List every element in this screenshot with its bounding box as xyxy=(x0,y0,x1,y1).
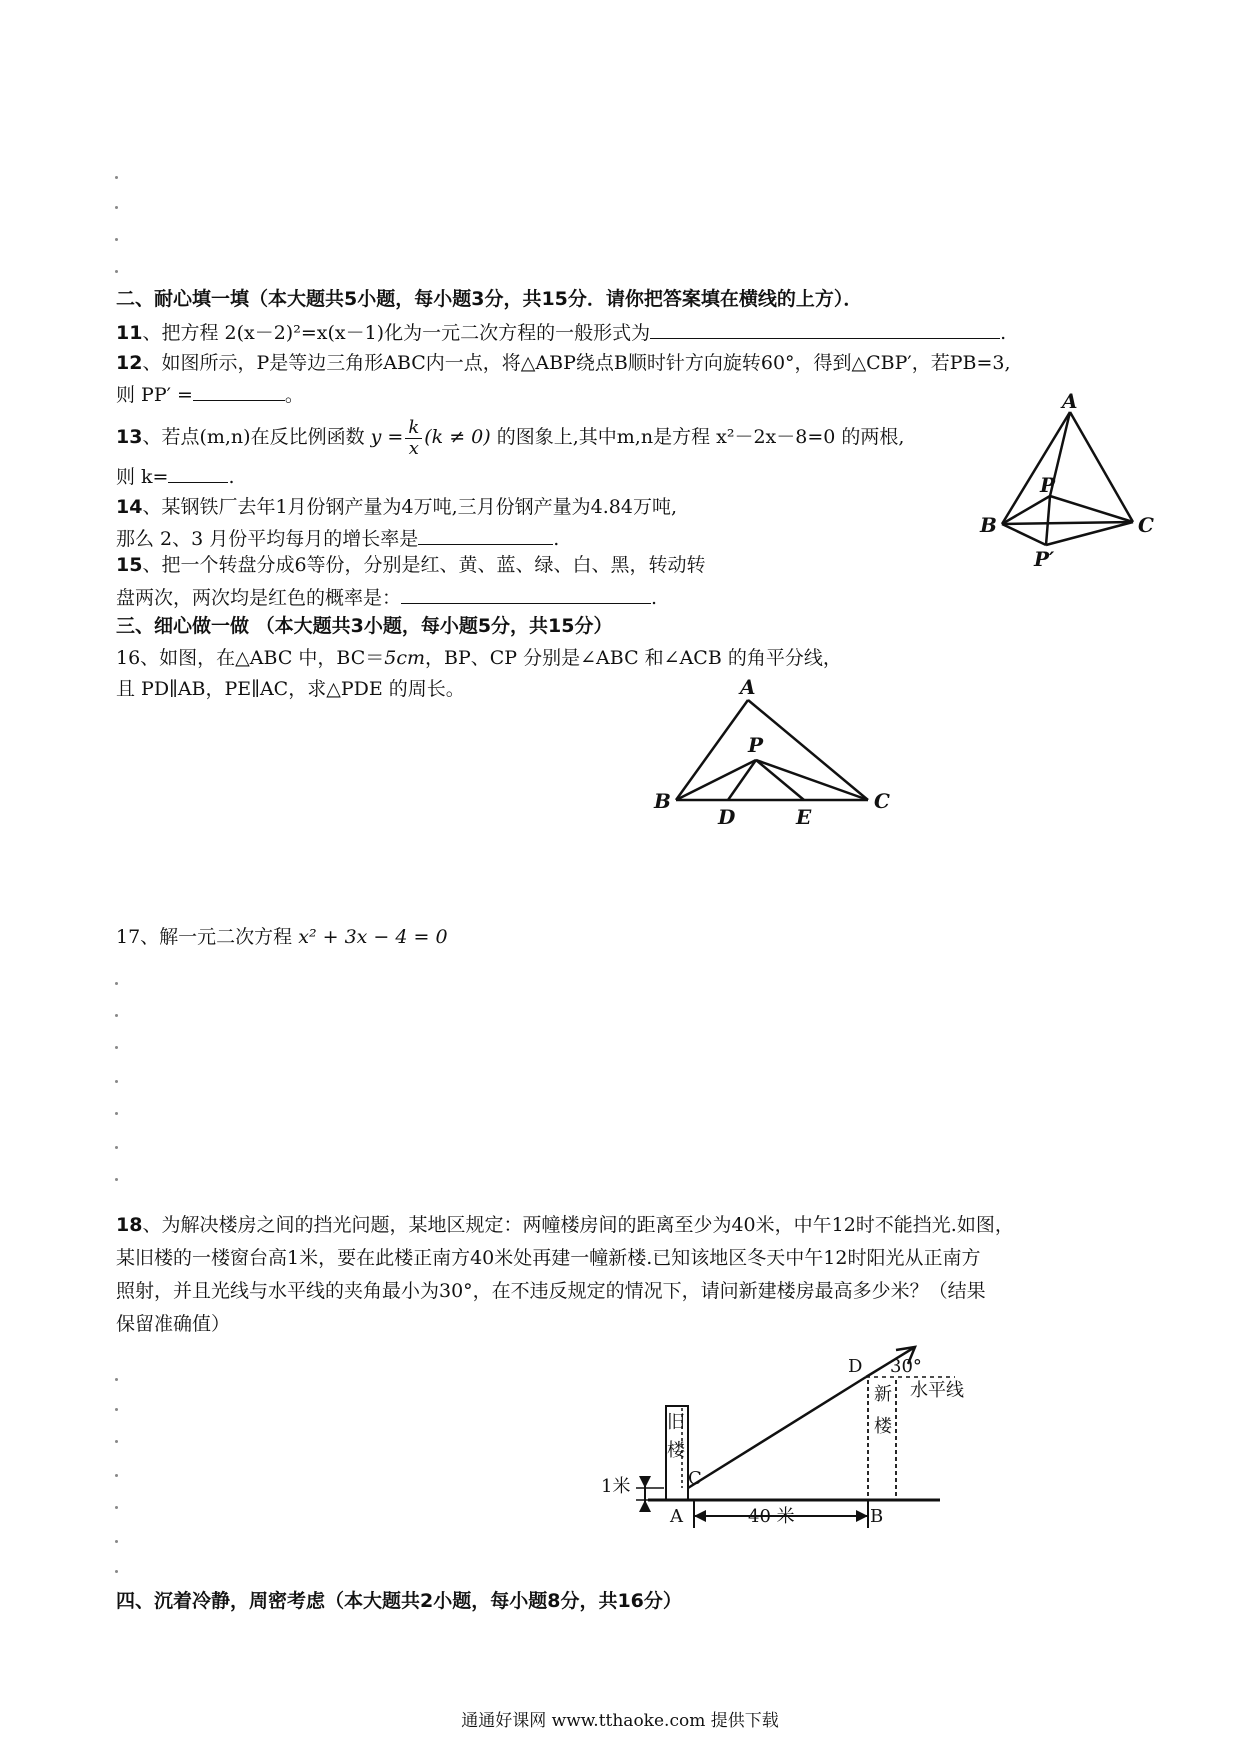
label-e: E xyxy=(796,805,812,829)
question-end: 。 xyxy=(284,384,304,406)
function-y: y = xyxy=(370,426,404,448)
label-p: P xyxy=(748,733,764,757)
bc-value: 5cm xyxy=(384,647,426,669)
label-a: A xyxy=(670,1506,683,1527)
height-arrow-up xyxy=(639,1500,651,1512)
label-c: C xyxy=(1138,513,1154,537)
question-text: 、如图所示，P是等边三角形ABC内一点，将△ABP绕点B顺时针方向旋转60°，得到△CBP′，若PB=3, xyxy=(142,352,1011,374)
section2-heading: 二、耐心填一填（本大题共5小题，每小题3分，共15分．请你把答案填在横线的上方）． xyxy=(116,288,863,310)
label-new-1: 新 xyxy=(874,1384,892,1405)
question-number: 13 xyxy=(116,426,143,448)
label-c: C xyxy=(688,1468,702,1489)
question-text: 、某钢铁厂去年1月份钢产量为4万吨,三月份钢产量为4.84万吨, xyxy=(142,496,678,518)
label-d: D xyxy=(848,1356,863,1377)
label-b: B xyxy=(870,1506,884,1527)
question-text: 则 k= xyxy=(116,466,169,488)
question-18-line3: 照射，并且光线与水平线的夹角最小为30°，在不违反规定的情况下，请问新建楼房最高多少米？（结果 xyxy=(116,1280,986,1302)
question-18-line2: 某旧楼的一楼窗台高1米，要在此楼正南方40米处再建一幢新楼.已知该地区冬天中午12时阳光从正南方 xyxy=(116,1247,981,1269)
label-old-1: 旧 xyxy=(667,1412,685,1433)
label-new-2: 楼 xyxy=(874,1416,892,1437)
arrowhead-right xyxy=(856,1510,868,1522)
question-text: 的图象上,其中m,n是方程 x²－2x－8=0 的两根, xyxy=(496,426,905,448)
label-d: D xyxy=(718,805,736,829)
label-height: 1米 xyxy=(601,1476,631,1497)
question-text: 且 PD∥AB，PE∥AC，求△PDE 的周长。 xyxy=(116,678,465,700)
label-old-2: 楼 xyxy=(667,1440,685,1461)
question-text: 、把一个转盘分成6等份，分别是红、黄、蓝、绿、白、黑，转动转 xyxy=(142,554,706,576)
question-text: ，BP、CP 分别是∠ABC 和∠ACB 的角平分线， xyxy=(425,647,842,669)
section3-heading: 三、细心做一做 （本大题共3小题，每小题5分，共15分） xyxy=(116,615,613,637)
condition: (k ≠ 0) xyxy=(424,426,491,448)
fraction-numerator: k xyxy=(405,418,422,439)
question-end: . xyxy=(1000,322,1007,344)
footer: 通通好课网 www.tthaoke.com 提供下载 xyxy=(461,1711,779,1731)
section4-heading: 四、沉着冷静，周密考虑（本大题共2小题，每小题8分，共16分） xyxy=(116,1590,682,1612)
label-p-prime: P′ xyxy=(1034,547,1055,571)
label-distance: 40 米 xyxy=(748,1506,795,1527)
sun-ray xyxy=(688,1377,866,1488)
fraction-denominator: x xyxy=(408,437,419,459)
question-text: 那么 2、3 月份平均每月的增长率是 xyxy=(116,528,419,550)
label-horizontal: 水平线 xyxy=(910,1380,964,1401)
question-end: . xyxy=(553,528,560,550)
question-text: 则 PP′ = xyxy=(116,384,193,406)
question-text: 盘两次，两次均是红色的概率是： xyxy=(116,587,402,609)
equation: x² + 3x − 4 = 0 xyxy=(298,926,448,948)
label-a: A xyxy=(740,675,756,699)
question-number: 15 xyxy=(116,554,143,576)
question-text: 、为解决楼房之间的挡光问题，某地区规定：两幢楼房间的距离至少为40米，中午12时不能挡光.如图， xyxy=(142,1214,1014,1236)
question-number: 12 xyxy=(116,352,143,374)
label-c: C xyxy=(874,789,890,813)
question-18-line4: 保留准确值） xyxy=(116,1313,231,1335)
question-text: 、把方程 2(x－2)²=x(x－1)化为一元二次方程的一般形式为 xyxy=(142,322,651,344)
label-p: P xyxy=(1040,473,1056,497)
question-number: 18 xyxy=(116,1214,143,1236)
question-text: 、若点(m,n)在反比例函数 xyxy=(142,426,365,448)
height-arrow-down xyxy=(639,1476,651,1488)
question-number: 14 xyxy=(116,496,143,518)
label-a: A xyxy=(1062,389,1078,413)
question-text: 17、解一元二次方程 xyxy=(116,926,293,948)
question-end: . xyxy=(228,466,235,488)
label-b: B xyxy=(654,789,671,813)
question-number: 11 xyxy=(116,322,143,344)
arrowhead-left xyxy=(694,1510,706,1522)
label-b: B xyxy=(980,513,997,537)
question-end: . xyxy=(651,587,658,609)
label-angle: 30° xyxy=(890,1356,922,1377)
question-text: 16、如图，在△ABC 中，BC＝ xyxy=(116,647,385,669)
